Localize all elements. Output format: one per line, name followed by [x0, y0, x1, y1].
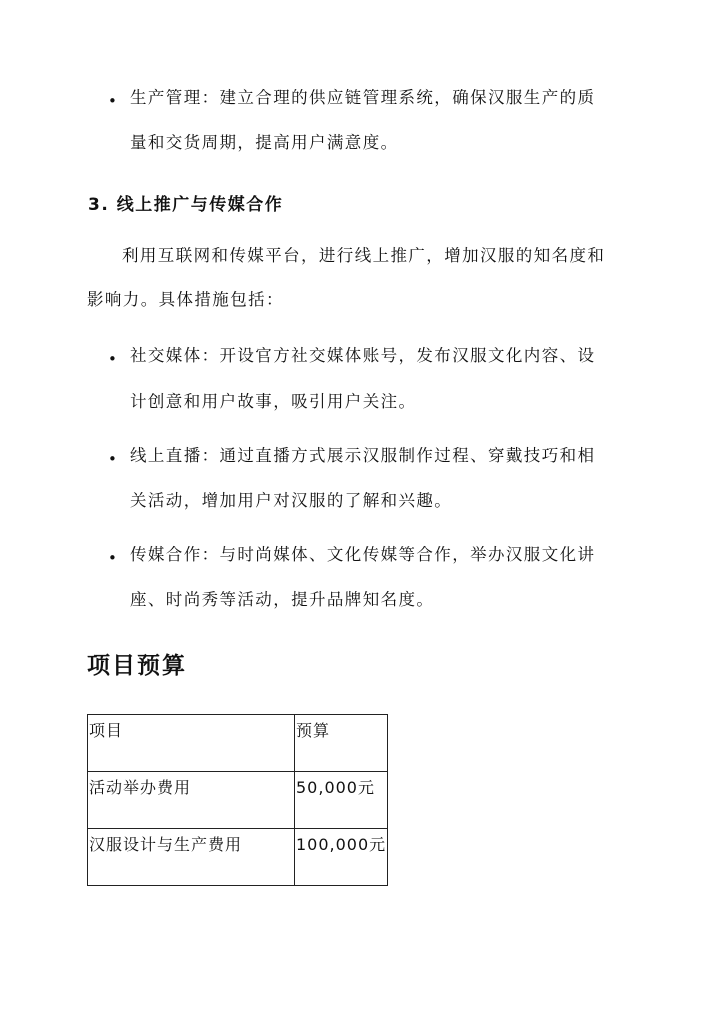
bullet-text-line: 计创意和用户故事，吸引用户关注。	[130, 392, 417, 411]
budget-table	[87, 714, 388, 886]
paragraph-line: 利用互联网和传媒平台，进行线上推广，增加汉服的知名度和	[122, 246, 606, 265]
budget-heading: 项目预算	[87, 653, 187, 679]
bullet-text-line: 传媒合作：与时尚媒体、文化传媒等合作，举办汉服文化讲	[130, 545, 596, 564]
bullet-dot: •	[108, 92, 117, 110]
bullet-dot: •	[108, 350, 117, 368]
table-cell: 50,000元	[295, 772, 388, 829]
table-header-row	[88, 715, 388, 772]
bullet-dot: •	[108, 549, 117, 567]
table-cell: 活动举办费用	[88, 772, 295, 829]
table-header-cell: 项目	[88, 715, 295, 772]
bullet-text-line: 生产管理：建立合理的供应链管理系统，确保汉服生产的质	[130, 88, 596, 107]
table-cell: 100,000元	[295, 829, 388, 886]
table-header-cell: 预算	[295, 715, 388, 772]
bullet-text-line: 社交媒体：开设官方社交媒体账号，发布汉服文化内容、设	[130, 346, 596, 365]
table-row	[88, 829, 388, 886]
paragraph-line: 影响力。具体措施包括：	[87, 290, 284, 309]
table-row	[88, 772, 388, 829]
bullet-text-line: 量和交货周期，提高用户满意度。	[130, 133, 399, 152]
section-heading: 3. 线上推广与传媒合作	[88, 195, 284, 215]
bullet-text-line: 线上直播：通过直播方式展示汉服制作过程、穿戴技巧和相	[130, 446, 596, 465]
bullet-text-line: 座、时尚秀等活动，提升品牌知名度。	[130, 590, 435, 609]
table-cell: 汉服设计与生产费用	[88, 829, 295, 886]
bullet-text-line: 关活动，增加用户对汉服的了解和兴趣。	[130, 491, 453, 510]
bullet-dot: •	[108, 450, 117, 468]
